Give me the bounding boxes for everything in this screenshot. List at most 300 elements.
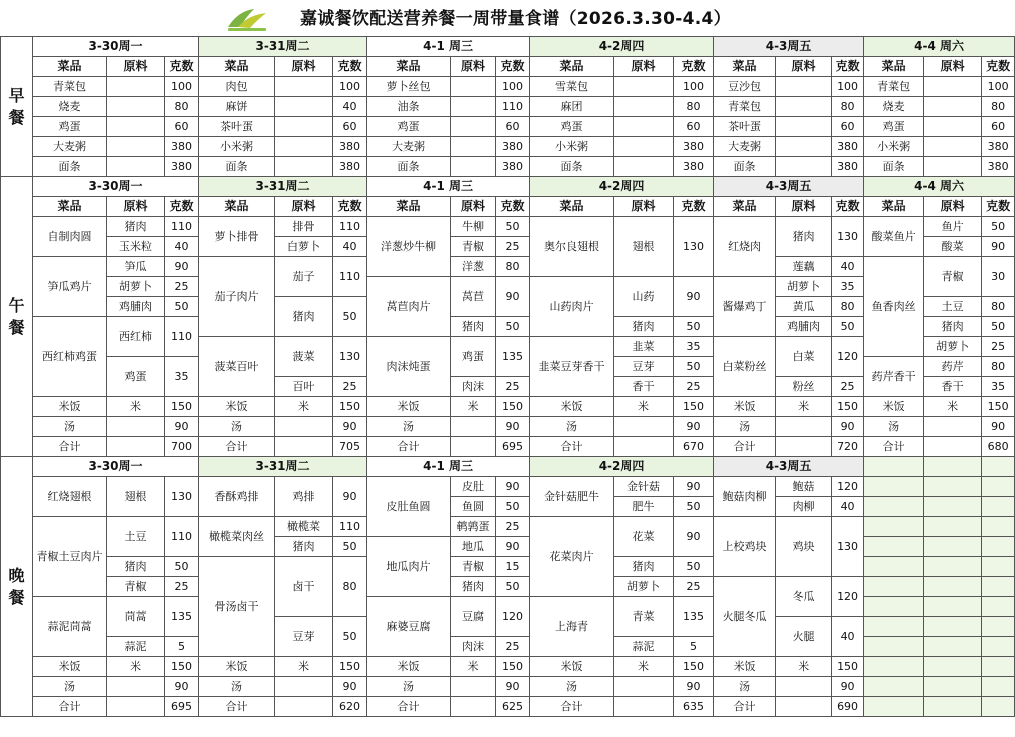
ingredient: 鸡脯肉 — [107, 297, 165, 317]
staple-name: 合计 — [367, 697, 451, 717]
dish-name: 笋瓜鸡片 — [33, 257, 107, 317]
ingredient — [107, 97, 165, 117]
ingredient — [451, 137, 496, 157]
grams: 380 — [674, 157, 714, 177]
ingredient: 米 — [107, 657, 165, 677]
ingredient — [924, 77, 982, 97]
staple-name: 米饭 — [33, 657, 107, 677]
grams: 25 — [165, 277, 199, 297]
ingredient: 鸡块 — [776, 517, 832, 577]
grams: 90 — [496, 277, 530, 317]
grams: 130 — [674, 217, 714, 277]
empty-cell — [864, 457, 924, 477]
staple-name: 汤 — [199, 417, 275, 437]
ingredient: 米 — [275, 397, 333, 417]
grams: 35 — [982, 377, 1015, 397]
dish-name: 骨汤卤干 — [199, 557, 275, 657]
ingredient: 玉米粒 — [107, 237, 165, 257]
ingredient: 花菜 — [614, 517, 674, 557]
table-row — [1, 217, 1015, 237]
ingredient: 笋瓜 — [107, 257, 165, 277]
dish-name: 鲍菇肉柳 — [714, 477, 776, 517]
table-row — [1, 697, 1015, 717]
empty-cell — [864, 597, 924, 617]
ingredient — [614, 117, 674, 137]
grams: 135 — [496, 337, 530, 377]
grams: 150 — [165, 657, 199, 677]
col-header-grams: 克数 — [674, 197, 714, 217]
ingredient — [776, 157, 832, 177]
ingredient: 鹌鹑蛋 — [451, 517, 496, 537]
grams: 60 — [496, 117, 530, 137]
ingredient: 肉沫 — [451, 637, 496, 657]
col-header-dish: 菜品 — [530, 57, 614, 77]
empty-cell — [982, 697, 1015, 717]
table-row — [1, 57, 1015, 77]
dish-name: 麻婆豆腐 — [367, 597, 451, 657]
ingredient — [776, 97, 832, 117]
table-row — [1, 477, 1015, 497]
col-header-ingredient: 原料 — [107, 197, 165, 217]
dish-name: 红烧翅根 — [33, 477, 107, 517]
ingredient: 菠菜 — [275, 337, 333, 377]
staple-name: 米饭 — [714, 397, 776, 417]
dish-name: 山药肉片 — [530, 277, 614, 337]
grams: 110 — [496, 97, 530, 117]
col-header-dish: 菜品 — [33, 57, 107, 77]
staple-name: 合计 — [530, 437, 614, 457]
table-row — [1, 37, 1015, 57]
ingredient: 翅根 — [614, 217, 674, 277]
staple-name: 汤 — [199, 677, 275, 697]
staple-name: 汤 — [714, 677, 776, 697]
ingredient — [107, 77, 165, 97]
dish-name: 红烧肉 — [714, 217, 776, 277]
grams: 60 — [982, 117, 1015, 137]
dish-name: 韭菜豆芽香干 — [530, 337, 614, 397]
grams: 90 — [982, 417, 1015, 437]
grams: 90 — [674, 417, 714, 437]
grams: 635 — [674, 697, 714, 717]
grams: 50 — [496, 217, 530, 237]
empty-cell — [924, 617, 982, 637]
ingredient: 鲍菇 — [776, 477, 832, 497]
grams: 5 — [674, 637, 714, 657]
ingredient — [451, 157, 496, 177]
grams: 25 — [496, 377, 530, 397]
empty-cell — [924, 557, 982, 577]
ingredient: 橄榄菜 — [275, 517, 333, 537]
grams: 695 — [165, 697, 199, 717]
ingredient: 豆芽 — [614, 357, 674, 377]
dish-name: 面条 — [864, 157, 924, 177]
ingredient: 蒜泥 — [107, 637, 165, 657]
empty-cell — [924, 677, 982, 697]
col-header-grams: 克数 — [982, 57, 1015, 77]
empty-cell — [982, 497, 1015, 517]
grams: 120 — [832, 337, 864, 377]
grams: 380 — [982, 157, 1015, 177]
ingredient: 米 — [776, 657, 832, 677]
staple-name: 汤 — [33, 677, 107, 697]
day-header: 4-3周五 — [714, 177, 864, 197]
staple-name: 汤 — [367, 677, 451, 697]
grams: 100 — [832, 77, 864, 97]
grams: 110 — [333, 517, 367, 537]
ingredient: 米 — [275, 657, 333, 677]
dish-name: 油条 — [367, 97, 451, 117]
col-header-ingredient: 原料 — [924, 57, 982, 77]
ingredient — [275, 137, 333, 157]
col-header-ingredient: 原料 — [275, 197, 333, 217]
grams: 620 — [333, 697, 367, 717]
staple-name: 合计 — [714, 697, 776, 717]
grams: 50 — [165, 557, 199, 577]
ingredient: 黄瓜 — [776, 297, 832, 317]
ingredient — [275, 97, 333, 117]
grams: 150 — [165, 397, 199, 417]
ingredient: 卤干 — [275, 557, 333, 617]
staple-name: 合计 — [714, 437, 776, 457]
ingredient: 蒜泥 — [614, 637, 674, 657]
ingredient: 白萝卜 — [275, 237, 333, 257]
grams: 625 — [496, 697, 530, 717]
ingredient: 米 — [451, 657, 496, 677]
ingredient: 米 — [451, 397, 496, 417]
table-row — [1, 397, 1015, 417]
dish-name: 奥尔良翅根 — [530, 217, 614, 277]
staple-name: 米饭 — [33, 397, 107, 417]
ingredient: 米 — [107, 397, 165, 417]
col-header-dish: 菜品 — [33, 197, 107, 217]
dish-name: 大麦粥 — [714, 137, 776, 157]
grams: 150 — [333, 397, 367, 417]
empty-cell — [982, 557, 1015, 577]
dish-name: 青菜包 — [864, 77, 924, 97]
ingredient: 莴苣 — [451, 277, 496, 317]
col-header-dish: 菜品 — [864, 197, 924, 217]
ingredient: 香干 — [924, 377, 982, 397]
ingredient — [107, 117, 165, 137]
col-header-ingredient: 原料 — [776, 197, 832, 217]
grams: 5 — [165, 637, 199, 657]
dish-name: 上校鸡块 — [714, 517, 776, 577]
ingredient — [924, 437, 982, 457]
staple-name: 米饭 — [530, 397, 614, 417]
ingredient: 豆腐 — [451, 597, 496, 637]
grams: 695 — [496, 437, 530, 457]
grams: 35 — [165, 357, 199, 397]
empty-cell — [864, 537, 924, 557]
dish-name: 萝卜丝包 — [367, 77, 451, 97]
grams: 25 — [165, 577, 199, 597]
table-row — [1, 137, 1015, 157]
day-header: 3-31周二 — [199, 177, 367, 197]
ingredient — [614, 97, 674, 117]
grams: 90 — [832, 677, 864, 697]
grams: 25 — [333, 377, 367, 397]
grams: 90 — [496, 477, 530, 497]
page-title: 嘉诚餐饮配送营养餐一周带量食谱（2026.3.30-4.4） — [300, 9, 731, 29]
table-row — [1, 277, 1015, 297]
grams: 50 — [496, 577, 530, 597]
dish-name: 小米粥 — [199, 137, 275, 157]
grams: 90 — [674, 277, 714, 317]
ingredient: 洋葱 — [451, 257, 496, 277]
ingredient: 米 — [776, 397, 832, 417]
staple-name: 汤 — [530, 677, 614, 697]
grams: 380 — [982, 137, 1015, 157]
staple-name: 汤 — [367, 417, 451, 437]
col-header-dish: 菜品 — [714, 57, 776, 77]
grams: 90 — [165, 257, 199, 277]
ingredient — [275, 697, 333, 717]
empty-cell — [864, 697, 924, 717]
day-header: 4-4 周六 — [864, 37, 1015, 57]
ingredient — [107, 437, 165, 457]
grams: 15 — [496, 557, 530, 577]
grams: 50 — [674, 497, 714, 517]
ingredient — [451, 437, 496, 457]
day-header: 4-2周四 — [530, 177, 714, 197]
empty-cell — [924, 537, 982, 557]
dish-name: 香酥鸡排 — [199, 477, 275, 517]
empty-cell — [864, 677, 924, 697]
ingredient — [614, 417, 674, 437]
staple-name: 米饭 — [367, 657, 451, 677]
grams: 60 — [333, 117, 367, 137]
empty-cell — [864, 577, 924, 597]
col-header-dish: 菜品 — [530, 197, 614, 217]
empty-cell — [982, 657, 1015, 677]
grams: 25 — [982, 337, 1015, 357]
staple-name: 合计 — [864, 437, 924, 457]
day-header: 4-3周五 — [714, 37, 864, 57]
staple-name: 汤 — [714, 417, 776, 437]
staple-name: 合计 — [530, 697, 614, 717]
dish-name: 鸡蛋 — [864, 117, 924, 137]
dish-name: 肉沫炖蛋 — [367, 337, 451, 397]
ingredient: 药芹 — [924, 357, 982, 377]
grams: 110 — [165, 317, 199, 357]
dish-name: 上海青 — [530, 597, 614, 657]
day-header: 3-30周一 — [33, 37, 199, 57]
dish-name: 茶叶蛋 — [199, 117, 275, 137]
grams: 150 — [832, 397, 864, 417]
grams: 35 — [674, 337, 714, 357]
grams: 100 — [165, 77, 199, 97]
grams: 60 — [832, 117, 864, 137]
dish-name: 白菜粉丝 — [714, 337, 776, 397]
empty-cell — [924, 577, 982, 597]
ingredient: 米 — [924, 397, 982, 417]
ingredient: 翅根 — [107, 477, 165, 517]
grams: 50 — [674, 557, 714, 577]
grams: 380 — [333, 137, 367, 157]
staple-name: 汤 — [33, 417, 107, 437]
dish-name: 雪菜包 — [530, 77, 614, 97]
grams: 90 — [674, 517, 714, 557]
ingredient: 土豆 — [924, 297, 982, 317]
dish-name: 面条 — [367, 157, 451, 177]
grams: 25 — [674, 377, 714, 397]
grams: 150 — [674, 397, 714, 417]
dish-name: 面条 — [530, 157, 614, 177]
grams: 120 — [832, 577, 864, 617]
empty-cell — [924, 637, 982, 657]
dish-name: 酱爆鸡丁 — [714, 277, 776, 337]
dish-name: 鸡蛋 — [33, 117, 107, 137]
empty-cell — [864, 657, 924, 677]
dish-name: 青椒土豆肉片 — [33, 517, 107, 597]
ingredient: 青椒 — [451, 237, 496, 257]
table-row — [1, 677, 1015, 697]
grams: 80 — [496, 257, 530, 277]
ingredient — [614, 677, 674, 697]
ingredient: 猪肉 — [924, 317, 982, 337]
grams: 90 — [333, 477, 367, 517]
day-header: 4-3周五 — [714, 457, 864, 477]
grams: 150 — [674, 657, 714, 677]
grams: 380 — [496, 137, 530, 157]
grams: 700 — [165, 437, 199, 457]
ingredient: 白菜 — [776, 337, 832, 377]
ingredient: 猪肉 — [275, 297, 333, 337]
table-row — [1, 417, 1015, 437]
col-header-grams: 克数 — [165, 57, 199, 77]
grams: 25 — [496, 237, 530, 257]
ingredient: 米 — [614, 657, 674, 677]
ingredient — [451, 677, 496, 697]
ingredient: 茄子 — [275, 257, 333, 297]
empty-cell — [864, 557, 924, 577]
ingredient — [614, 697, 674, 717]
grams: 150 — [832, 657, 864, 677]
ingredient: 胡萝卜 — [924, 337, 982, 357]
ingredient: 青菜 — [614, 597, 674, 637]
grams: 25 — [674, 577, 714, 597]
grams: 670 — [674, 437, 714, 457]
empty-cell — [924, 657, 982, 677]
ingredient — [614, 437, 674, 457]
day-header: 3-30周一 — [33, 457, 199, 477]
dish-name: 烧麦 — [864, 97, 924, 117]
grams: 90 — [333, 417, 367, 437]
col-header-ingredient: 原料 — [614, 197, 674, 217]
empty-cell — [924, 497, 982, 517]
header — [0, 0, 1000, 36]
col-header-grams: 克数 — [333, 57, 367, 77]
ingredient: 肉沫 — [451, 377, 496, 397]
dish-name: 肉包 — [199, 77, 275, 97]
empty-cell — [864, 617, 924, 637]
grams: 60 — [674, 117, 714, 137]
table-row — [1, 657, 1015, 677]
empty-cell — [864, 637, 924, 657]
grams: 150 — [496, 657, 530, 677]
grams: 135 — [165, 597, 199, 637]
dish-name: 菠菜百叶 — [199, 337, 275, 397]
ingredient — [451, 417, 496, 437]
empty-cell — [864, 517, 924, 537]
dish-name: 火腿冬瓜 — [714, 577, 776, 657]
ingredient: 山药 — [614, 277, 674, 317]
ingredient: 肉柳 — [776, 497, 832, 517]
grams: 50 — [674, 317, 714, 337]
day-header: 4-1 周三 — [367, 37, 530, 57]
ingredient: 猪肉 — [107, 217, 165, 237]
ingredient — [776, 77, 832, 97]
table-row — [1, 257, 1015, 277]
staple-name: 米饭 — [864, 397, 924, 417]
grams: 90 — [496, 417, 530, 437]
ingredient: 猪肉 — [614, 557, 674, 577]
table-row — [1, 437, 1015, 457]
grams: 90 — [165, 677, 199, 697]
ingredient: 香干 — [614, 377, 674, 397]
dish-name: 洋葱炒牛柳 — [367, 217, 451, 277]
dish-name: 麻饼 — [199, 97, 275, 117]
dish-name: 药芹香干 — [864, 357, 924, 397]
ingredient: 火腿 — [776, 617, 832, 657]
empty-cell — [924, 457, 982, 477]
col-header-dish: 菜品 — [367, 197, 451, 217]
grams: 110 — [333, 257, 367, 297]
empty-cell — [982, 637, 1015, 657]
ingredient — [776, 137, 832, 157]
grams: 100 — [333, 77, 367, 97]
menu-table — [0, 36, 1015, 717]
grams: 120 — [496, 597, 530, 637]
ingredient: 猪肉 — [451, 577, 496, 597]
staple-name: 米饭 — [530, 657, 614, 677]
ingredient — [776, 117, 832, 137]
col-header-grams: 克数 — [496, 57, 530, 77]
grams: 80 — [982, 97, 1015, 117]
ingredient: 酸菜 — [924, 237, 982, 257]
grams: 50 — [333, 617, 367, 657]
ingredient: 青椒 — [451, 557, 496, 577]
grams: 90 — [982, 237, 1015, 257]
company-logo — [224, 3, 270, 33]
empty-cell — [924, 477, 982, 497]
grams: 60 — [165, 117, 199, 137]
col-header-grams: 克数 — [832, 57, 864, 77]
day-header: 4-2周四 — [530, 457, 714, 477]
grams: 90 — [832, 417, 864, 437]
col-header-ingredient: 原料 — [924, 197, 982, 217]
staple-name: 合计 — [199, 697, 275, 717]
grams: 150 — [496, 397, 530, 417]
grams: 50 — [496, 317, 530, 337]
dish-name: 酸菜鱼片 — [864, 217, 924, 257]
dish-name: 自制肉圆 — [33, 217, 107, 257]
empty-cell — [982, 677, 1015, 697]
ingredient: 西红柿 — [107, 317, 165, 357]
ingredient — [924, 117, 982, 137]
ingredient — [107, 417, 165, 437]
col-header-grams: 克数 — [333, 197, 367, 217]
dish-name: 地瓜肉片 — [367, 537, 451, 597]
ingredient: 地瓜 — [451, 537, 496, 557]
day-header: 3-30周一 — [33, 177, 199, 197]
grams: 90 — [674, 477, 714, 497]
ingredient: 土豆 — [107, 517, 165, 557]
col-header-dish: 菜品 — [199, 57, 275, 77]
col-header-ingredient: 原料 — [107, 57, 165, 77]
dish-name: 面条 — [714, 157, 776, 177]
grams: 50 — [333, 537, 367, 557]
